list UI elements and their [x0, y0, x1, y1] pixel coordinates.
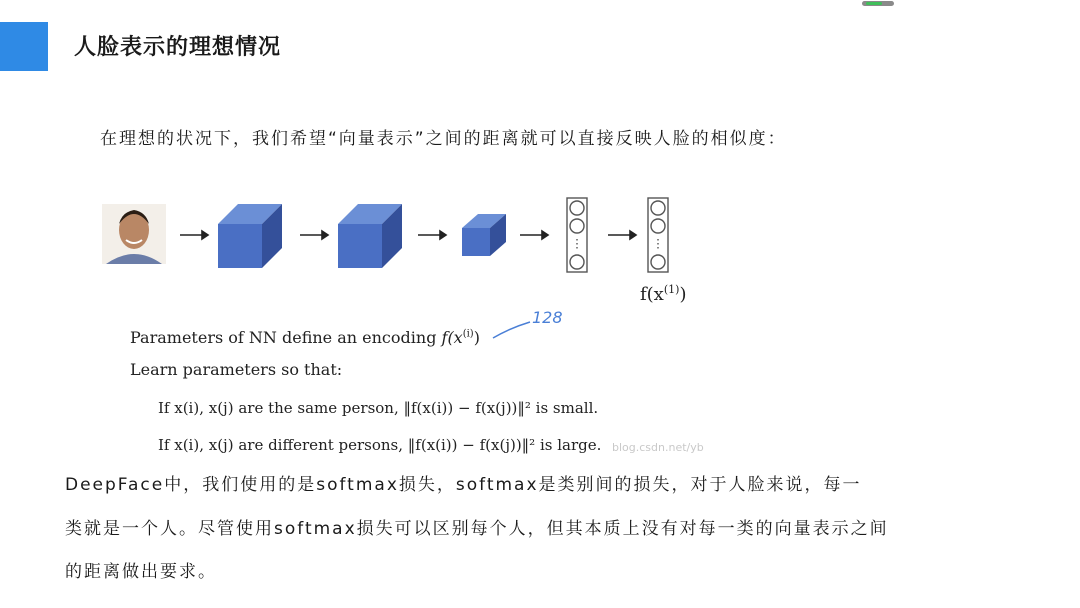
intro-text: 在理想的状况下，我们希望“向量表示”之间的距离就可以直接反映人脸的相似度：: [100, 129, 787, 149]
face-photo: [102, 204, 166, 264]
params-line-math: f(x: [441, 328, 463, 347]
condition-same: If x(i), x(j) are the same person, ‖f(x(i)) − f(x(j))‖² is small.: [158, 399, 599, 417]
handwritten-stroke: [490, 318, 535, 342]
params-line-sup: (i): [462, 328, 474, 340]
handwritten-note: 128: [532, 308, 563, 327]
condition-different: If x(i), x(j) are different persons, ‖f(x(i)) − f(x(j))‖² is large.: [158, 436, 602, 454]
scroll-indicator[interactable]: [862, 1, 894, 6]
fc-layer-2: [648, 198, 668, 272]
arrow-1: [180, 231, 208, 239]
watermark: blog.csdn.net/yb: [612, 441, 704, 454]
params-line-text: Parameters of NN define an encoding: [130, 328, 442, 347]
conv-block-2: [338, 204, 402, 268]
network-diagram: [100, 190, 720, 310]
body-line-3: 的距离做出要求。: [65, 562, 217, 582]
title-accent-bar: [0, 22, 48, 71]
output-label-text: f(x: [640, 284, 664, 305]
fc-layer-1: [567, 198, 587, 272]
params-line: [130, 328, 480, 347]
arrow-2: [300, 231, 328, 239]
conv-block-1: [218, 204, 282, 268]
scroll-indicator-fill: [866, 2, 882, 5]
body-line-1: DeepFace中，我们使用的是softmax损失，softmax是类别间的损失，对于人脸来说，每一: [65, 475, 862, 495]
output-label: [640, 283, 686, 305]
arrow-3: [418, 231, 446, 239]
params-line-close: ): [473, 328, 480, 347]
body-line-2: 类就是一个人。尽管使用softmax损失可以区别每个人，但其本质上没有对每一类的向量表示之间: [65, 519, 889, 539]
slide-title: 人脸表示的理想情况: [74, 35, 282, 60]
output-label-close: ): [679, 284, 687, 305]
learn-line: Learn parameters so that:: [130, 360, 343, 379]
arrow-5: [608, 231, 636, 239]
arrow-4: [520, 231, 548, 239]
conv-block-3: [462, 214, 506, 256]
output-label-sup: (1): [663, 283, 680, 296]
